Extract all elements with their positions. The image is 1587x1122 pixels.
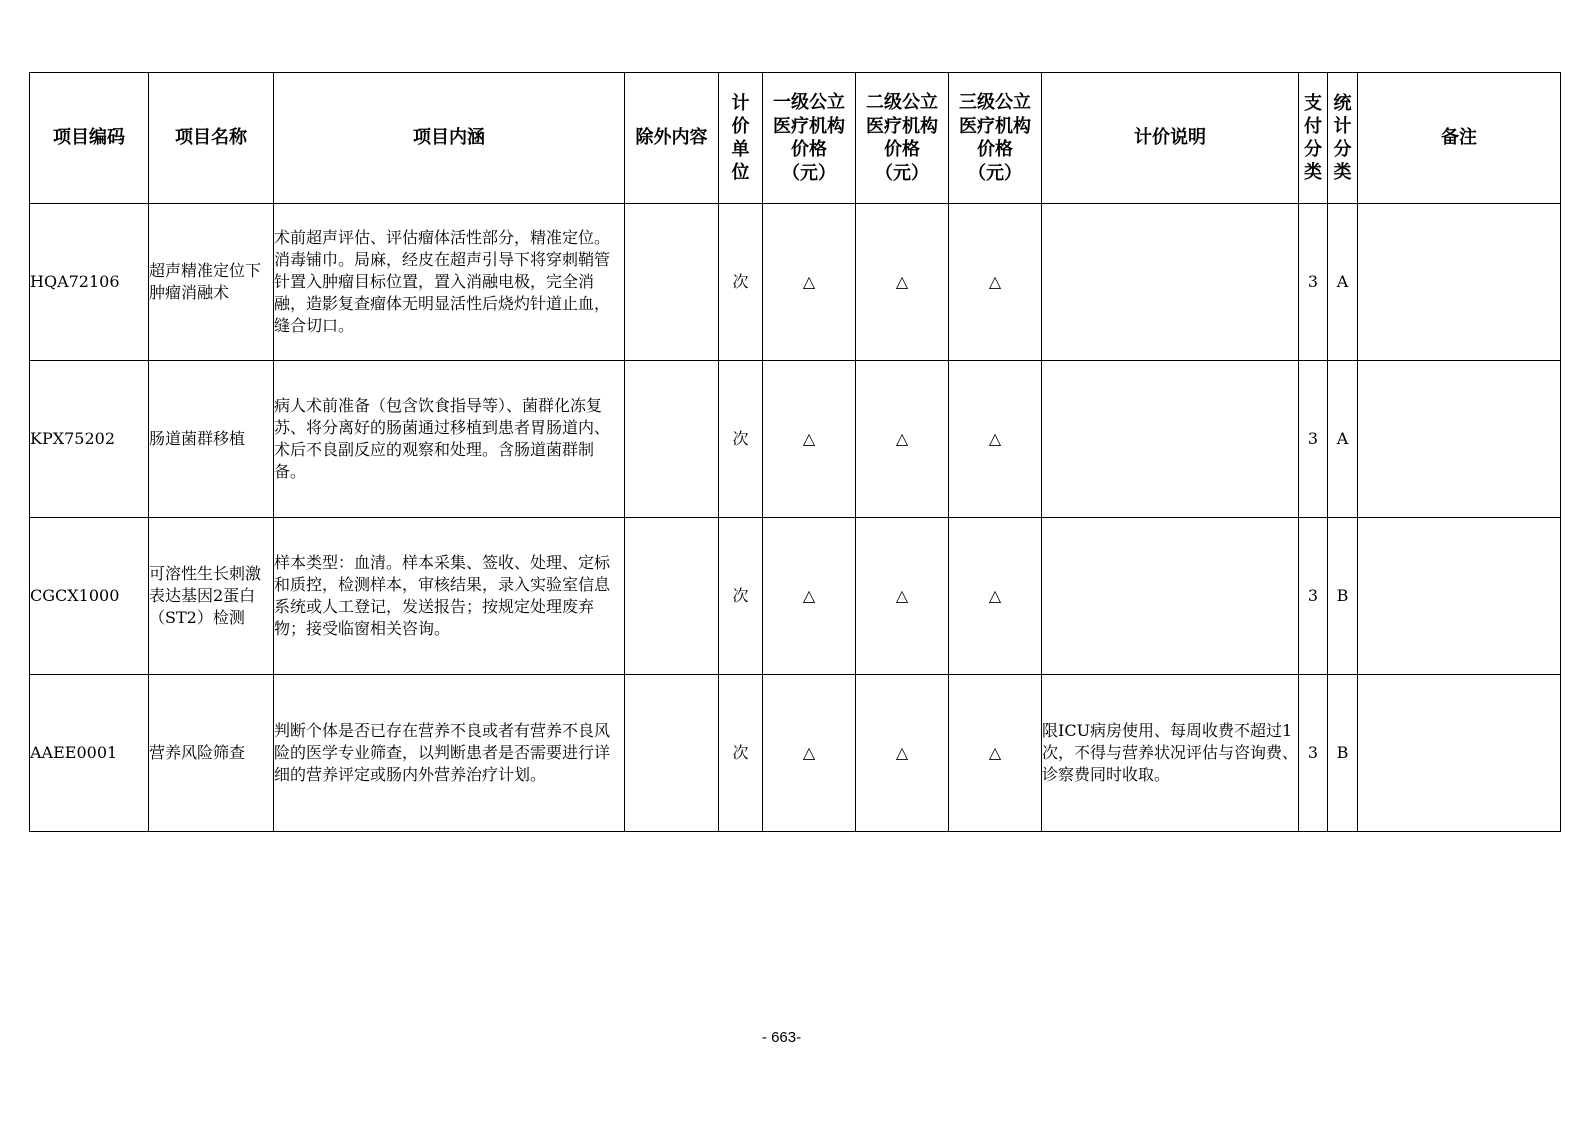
cell-name: 营养风险筛查 xyxy=(149,675,274,832)
cell-price-level2: △ xyxy=(856,518,949,675)
cell-pay-class: 3 xyxy=(1299,361,1328,518)
cell-pay-class: 3 xyxy=(1299,204,1328,361)
cell-code: CGCX1000 xyxy=(30,518,149,675)
table-row xyxy=(30,361,1561,518)
cell-remark xyxy=(1358,204,1561,361)
cell-name: 超声精准定位下肿瘤消融术 xyxy=(149,204,274,361)
header-price-level2: 二级公立医疗机构价格（元） xyxy=(856,73,949,204)
cell-pay-class: 3 xyxy=(1299,518,1328,675)
cell-price-level1: △ xyxy=(763,361,856,518)
cell-unit: 次 xyxy=(719,518,763,675)
cell-stat-class: B xyxy=(1328,675,1358,832)
cell-remark xyxy=(1358,518,1561,675)
price-table xyxy=(29,72,1561,832)
cell-exclude xyxy=(625,361,719,518)
cell-content: 病人术前准备（包含饮食指导等）、菌群化冻复苏、将分离好的肠菌通过移植到患者胃肠道内、术后不良副反应的观察和处理。含肠道菌群制备。 xyxy=(274,361,625,518)
cell-code: KPX75202 xyxy=(30,361,149,518)
cell-exclude xyxy=(625,518,719,675)
cell-content: 术前超声评估、评估瘤体活性部分，精准定位。消毒铺巾。局麻，经皮在超声引导下将穿刺鞘管针置入肿瘤目标位置，置入消融电极，完全消融，造影复查瘤体无明显活性后烧灼针道止血，缝合切口。 xyxy=(274,204,625,361)
cell-name: 肠道菌群移植 xyxy=(149,361,274,518)
table-row xyxy=(30,518,1561,675)
cell-stat-class: B xyxy=(1328,518,1358,675)
header-pay-class: 支付分类 xyxy=(1299,73,1328,204)
page-number: - 663- xyxy=(761,1029,802,1046)
header-unit: 计价单位 xyxy=(719,73,763,204)
cell-price-level3: △ xyxy=(949,675,1042,832)
table-row xyxy=(30,675,1561,832)
cell-note xyxy=(1042,204,1299,361)
cell-code: AAEE0001 xyxy=(30,675,149,832)
cell-price-level1: △ xyxy=(763,518,856,675)
cell-exclude xyxy=(625,675,719,832)
header-note: 计价说明 xyxy=(1042,73,1299,204)
header-price-level1: 一级公立医疗机构价格（元） xyxy=(763,73,856,204)
cell-stat-class: A xyxy=(1328,204,1358,361)
table-row xyxy=(30,204,1561,361)
cell-content: 判断个体是否已存在营养不良或者有营养不良风险的医学专业筛查，以判断患者是否需要进行详细的营养评定或肠内外营养治疗计划。 xyxy=(274,675,625,832)
header-exclude: 除外内容 xyxy=(625,73,719,204)
cell-price-level2: △ xyxy=(856,675,949,832)
cell-exclude xyxy=(625,204,719,361)
header-content: 项目内涵 xyxy=(274,73,625,204)
header-price-level3: 三级公立医疗机构价格（元） xyxy=(949,73,1042,204)
cell-pay-class: 3 xyxy=(1299,675,1328,832)
header-code: 项目编码 xyxy=(30,73,149,204)
header-stat-class: 统计分类 xyxy=(1328,73,1358,204)
cell-note: 限ICU病房使用、每周收费不超过1次，不得与营养状况评估与咨询费、诊察费同时收取。 xyxy=(1042,675,1299,832)
cell-content: 样本类型：血清。样本采集、签收、处理、定标和质控，检测样本，审核结果，录入实验室信息系统或人工登记，发送报告；按规定处理废弃物；接受临窗相关咨询。 xyxy=(274,518,625,675)
header-row xyxy=(30,73,1561,204)
header-remark: 备注 xyxy=(1358,73,1561,204)
cell-price-level2: △ xyxy=(856,204,949,361)
cell-price-level1: △ xyxy=(763,204,856,361)
cell-price-level1: △ xyxy=(763,675,856,832)
cell-name: 可溶性生长刺激表达基因2蛋白（ST2）检测 xyxy=(149,518,274,675)
header-name: 项目名称 xyxy=(149,73,274,204)
cell-note xyxy=(1042,361,1299,518)
cell-stat-class: A xyxy=(1328,361,1358,518)
cell-code: HQA72106 xyxy=(30,204,149,361)
cell-remark xyxy=(1358,675,1561,832)
cell-unit: 次 xyxy=(719,204,763,361)
cell-remark xyxy=(1358,361,1561,518)
cell-unit: 次 xyxy=(719,675,763,832)
cell-note xyxy=(1042,518,1299,675)
cell-price-level3: △ xyxy=(949,204,1042,361)
cell-unit: 次 xyxy=(719,361,763,518)
cell-price-level2: △ xyxy=(856,361,949,518)
cell-price-level3: △ xyxy=(949,518,1042,675)
cell-price-level3: △ xyxy=(949,361,1042,518)
